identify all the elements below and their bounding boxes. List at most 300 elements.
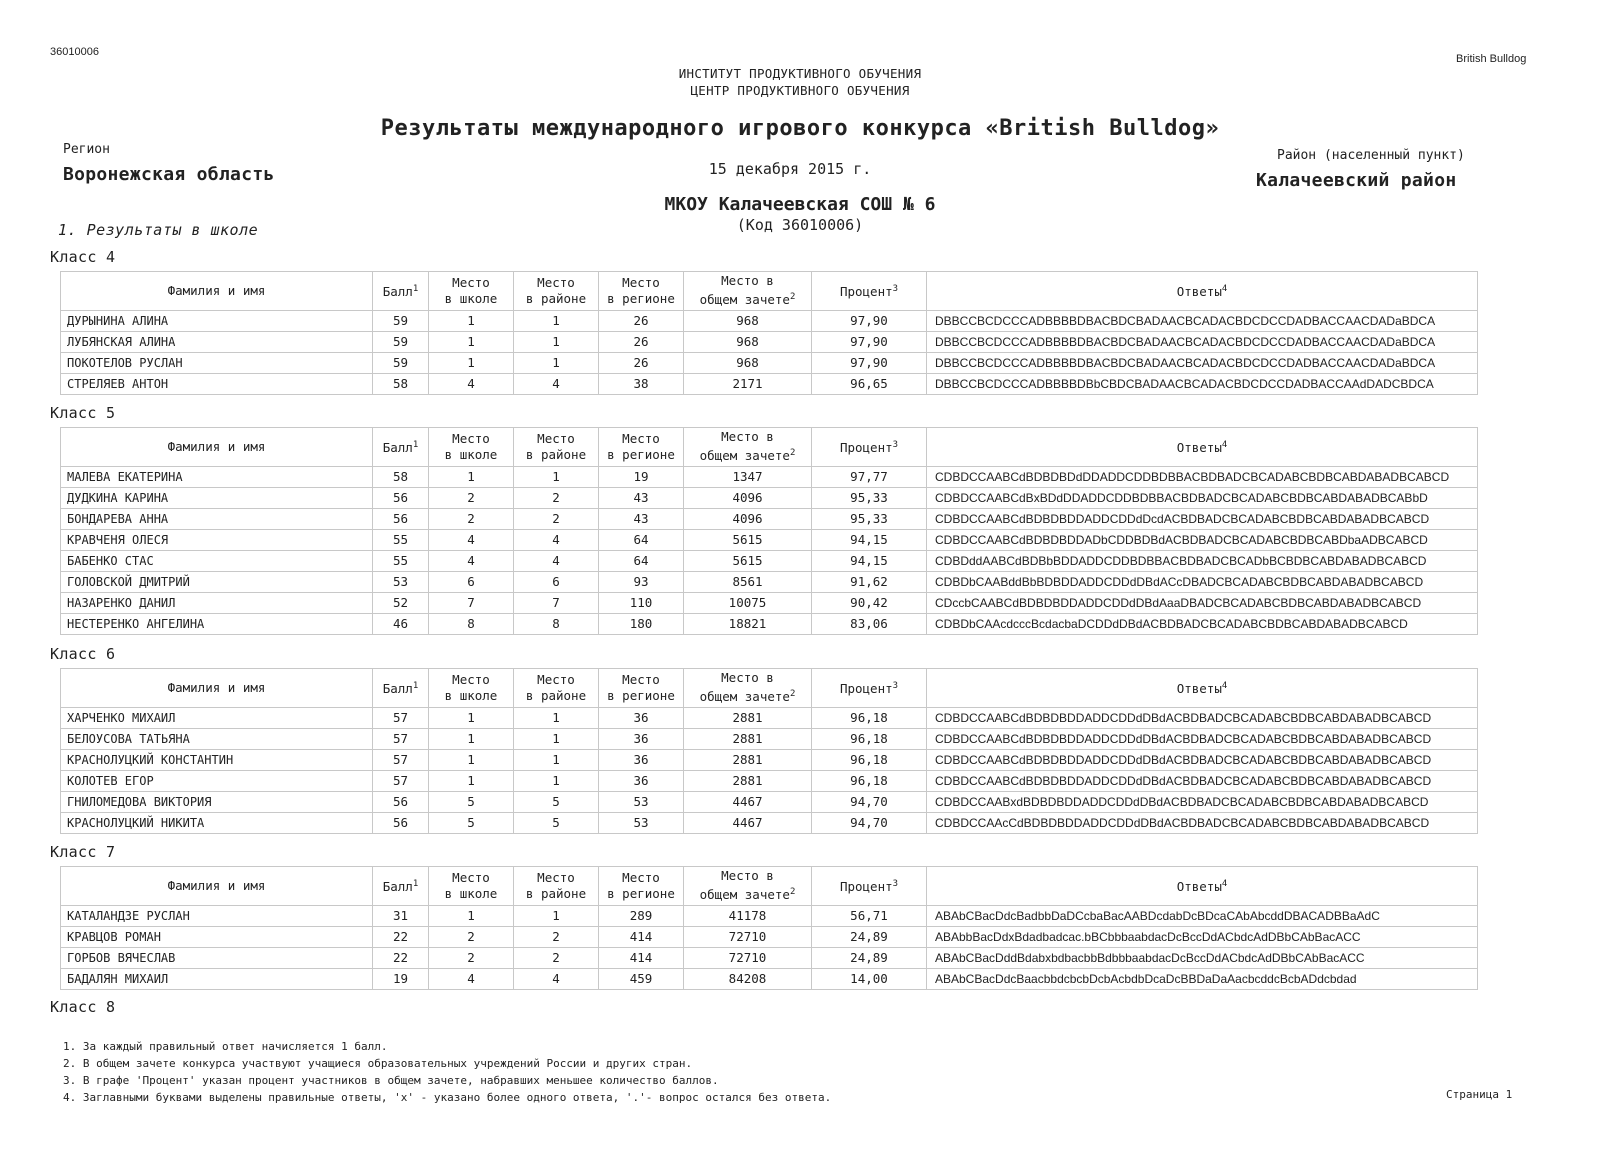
student-name: НЕСТЕРЕНКО АНГЕЛИНА xyxy=(61,614,373,635)
student-name: БАДАЛЯН МИХАИЛ xyxy=(61,969,373,990)
percent: 94,15 xyxy=(812,551,927,572)
place-district: 4 xyxy=(514,374,599,395)
table-row xyxy=(61,906,1478,927)
table-row xyxy=(61,614,1478,635)
place-total: 18821 xyxy=(684,614,812,635)
table-row xyxy=(61,467,1478,488)
answers: ABAbbBacDdxBdadbadcac.bBCbbbaabdacDcBccDdACbdcAdDBbCAbBacACC xyxy=(927,927,1478,948)
footnote-marker: 3 xyxy=(892,879,899,890)
place-total: 84208 xyxy=(684,969,812,990)
header-total-place-2: общем зачете xyxy=(699,887,790,903)
header-percent: Процент xyxy=(839,879,893,895)
header-cell xyxy=(684,272,812,311)
place-school: 8 xyxy=(429,614,514,635)
place-school: 4 xyxy=(429,969,514,990)
header-district-place-2: в районе xyxy=(525,447,587,462)
place-region: 64 xyxy=(599,551,684,572)
student-name: КРАВЦОВ РОМАН xyxy=(61,927,373,948)
percent: 14,00 xyxy=(812,969,927,990)
place-district: 1 xyxy=(514,906,599,927)
answers: ABAbCBacDddBdabxbdbacbbBdbbbaabdacDcBccDdACbdcAdDBbCAbBacACC xyxy=(927,948,1478,969)
table-row xyxy=(61,792,1478,813)
table-row xyxy=(61,593,1478,614)
answers: CDBDCCAABCdBDBDBDDADDCDDdDBdACBDBADCBCADABCBDBCABDABADBCABCD xyxy=(927,750,1478,771)
answers: CDBDCCAABCdBDBDBDDADDCDDdDBdACBDBADCBCADABCBDBCABDABADBCABCD xyxy=(927,729,1478,750)
place-school: 2 xyxy=(429,509,514,530)
header-name: Фамилия и имя xyxy=(167,439,266,454)
score: 52 xyxy=(373,593,429,614)
results-table xyxy=(60,866,1478,990)
region-label: Регион xyxy=(63,142,110,157)
place-region: 43 xyxy=(599,509,684,530)
place-total: 8561 xyxy=(684,572,812,593)
header-cell xyxy=(927,669,1478,708)
header-cell xyxy=(927,272,1478,311)
percent: 95,33 xyxy=(812,509,927,530)
student-name: КАТАЛАНДЗЕ РУСЛАН xyxy=(61,906,373,927)
answers: DBBCCBCDCCCADBBBBDBACBDCBADAACBCADACBDCDCCDADBACCAACDADaBDCA xyxy=(927,353,1478,374)
header-district-place-1: Место xyxy=(537,275,575,290)
place-school: 1 xyxy=(429,729,514,750)
place-district: 1 xyxy=(514,467,599,488)
place-district: 1 xyxy=(514,729,599,750)
place-region: 38 xyxy=(599,374,684,395)
score: 57 xyxy=(373,750,429,771)
score: 56 xyxy=(373,792,429,813)
place-region: 36 xyxy=(599,750,684,771)
table-header-row xyxy=(61,867,1478,906)
percent: 95,33 xyxy=(812,488,927,509)
percent: 96,65 xyxy=(812,374,927,395)
header-cell xyxy=(812,669,927,708)
header-total-place-1: Место в xyxy=(721,670,774,686)
place-region: 36 xyxy=(599,708,684,729)
place-region: 19 xyxy=(599,467,684,488)
class-label: Класс 5 xyxy=(50,404,116,422)
header-cell xyxy=(61,272,373,311)
percent: 90,42 xyxy=(812,593,927,614)
place-school: 1 xyxy=(429,332,514,353)
header-cell xyxy=(812,867,927,906)
place-total: 968 xyxy=(684,353,812,374)
answers: CDBDddAABCdBDBbBDDADDCDDBDBBACBDBADCBCADbBCBDBCABDABADBCABCD xyxy=(927,551,1478,572)
header-cell xyxy=(684,428,812,467)
header-percent: Процент xyxy=(839,681,893,697)
answers: DBBCCBCDCCCADBBBBDBbCBDCBADAACBCADACBDCDCCDADBACCAAdDADCBDCA xyxy=(927,374,1478,395)
student-name: БЕЛОУСОВА ТАТЬЯНА xyxy=(61,729,373,750)
institute-line-2: ЦЕНТР ПРОДУКТИВНОГО ОБУЧЕНИЯ xyxy=(690,83,910,98)
footnote-marker: 1 xyxy=(412,284,419,295)
header-total-place-1: Место в xyxy=(721,273,774,289)
header-cell xyxy=(429,272,514,311)
header-school-place-1: Место xyxy=(452,275,490,290)
place-total: 2881 xyxy=(684,729,812,750)
answers: CDBDCCAABCdBDBDBDDADDCDDdDcdACBDBADCBCADABCBDBCABDABADBCABCD xyxy=(927,509,1478,530)
footnote-marker: 1 xyxy=(412,681,419,692)
district-label: Район (населенный пункт) xyxy=(1277,148,1465,163)
class-label: Класс 4 xyxy=(50,248,116,266)
header-school-place-2: в школе xyxy=(444,688,498,703)
table-row xyxy=(61,332,1478,353)
header-cell xyxy=(599,272,684,311)
place-school: 5 xyxy=(429,792,514,813)
place-school: 4 xyxy=(429,374,514,395)
table-row xyxy=(61,927,1478,948)
table-row xyxy=(61,813,1478,834)
header-answers: Ответы xyxy=(1176,681,1222,697)
results-table xyxy=(60,668,1478,834)
school-code: (Код 36010006) xyxy=(736,216,864,234)
header-cell xyxy=(373,428,429,467)
header-total-place-1: Место в xyxy=(721,868,774,884)
report-date: 15 декабря 2015 г. xyxy=(708,160,872,178)
header-district-place-1: Место xyxy=(537,870,575,885)
class-label: Класс 7 xyxy=(50,843,116,861)
place-total: 41178 xyxy=(684,906,812,927)
place-total: 10075 xyxy=(684,593,812,614)
answers: CDBDCCAABCdBDBDBDdDDADDCDDBDBBACBDBADCBCADABCBDBCABDABADBCABCD xyxy=(927,467,1478,488)
student-name: СТРЕЛЯЕВ АНТОН xyxy=(61,374,373,395)
score: 19 xyxy=(373,969,429,990)
footnote-marker: 4 xyxy=(1221,879,1228,890)
header-region-place-2: в регионе xyxy=(607,688,675,703)
place-total: 5615 xyxy=(684,530,812,551)
place-school: 4 xyxy=(429,530,514,551)
school-name: МКОУ Калачеевская СОШ № 6 xyxy=(664,194,936,215)
score: 58 xyxy=(373,467,429,488)
place-school: 1 xyxy=(429,750,514,771)
place-total: 72710 xyxy=(684,927,812,948)
header-name: Фамилия и имя xyxy=(167,680,266,695)
answers: CDBDCCAABCdBxBDdDDADDCDDBDBBACBDBADCBCADABCBDBCABDABADBCABbD xyxy=(927,488,1478,509)
score: 56 xyxy=(373,488,429,509)
percent: 96,18 xyxy=(812,771,927,792)
table-row xyxy=(61,729,1478,750)
percent: 83,06 xyxy=(812,614,927,635)
table-row xyxy=(61,488,1478,509)
table-row xyxy=(61,551,1478,572)
place-district: 1 xyxy=(514,353,599,374)
header-score: Балл xyxy=(382,440,413,456)
header-score: Балл xyxy=(382,879,413,895)
header-school-place-2: в школе xyxy=(444,886,498,901)
header-district-place-2: в районе xyxy=(525,688,587,703)
results-table xyxy=(60,271,1478,395)
score: 55 xyxy=(373,551,429,572)
page-number: Страница 1 xyxy=(1446,1088,1513,1101)
header-cell xyxy=(812,428,927,467)
percent: 91,62 xyxy=(812,572,927,593)
footnote-marker: 3 xyxy=(892,440,899,451)
header-cell xyxy=(927,867,1478,906)
header-cell xyxy=(599,428,684,467)
score: 22 xyxy=(373,927,429,948)
student-name: ГОРБОВ ВЯЧЕСЛАВ xyxy=(61,948,373,969)
answers: CDccbCAABCdBDBDBDDADDCDDdDBdAaaDBADCBCADABCBDBCABDABADBCABCD xyxy=(927,593,1478,614)
answers: CDBDCCAAcCdBDBDBDDADDCDDdDBdACBDBADCBCADABCBDBCABDABADBCABCD xyxy=(927,813,1478,834)
place-school: 2 xyxy=(429,927,514,948)
student-name: ДУДКИНА КАРИНА xyxy=(61,488,373,509)
header-cell xyxy=(812,272,927,311)
place-total: 968 xyxy=(684,311,812,332)
place-district: 2 xyxy=(514,927,599,948)
page-title: Результаты международного игрового конкурса «British Bulldog» xyxy=(380,116,1220,141)
footnote-marker: 4 xyxy=(1221,284,1228,295)
footnote-marker: 2 xyxy=(789,689,796,700)
table-row xyxy=(61,948,1478,969)
place-total: 2881 xyxy=(684,750,812,771)
place-district: 1 xyxy=(514,708,599,729)
section-title: 1. Результаты в школе xyxy=(58,221,259,239)
score: 55 xyxy=(373,530,429,551)
header-school-place-1: Место xyxy=(452,672,490,687)
place-total: 1347 xyxy=(684,467,812,488)
table-row xyxy=(61,530,1478,551)
answers: CDBDbCAAcdcccBcdacbaDCDDdDBdACBDBADCBCADABCBDBCABDABADBCABCD xyxy=(927,614,1478,635)
table-header-row xyxy=(61,669,1478,708)
score: 59 xyxy=(373,353,429,374)
place-district: 7 xyxy=(514,593,599,614)
place-total: 968 xyxy=(684,332,812,353)
header-cell xyxy=(514,428,599,467)
answers: DBBCCBCDCCCADBBBBDBACBDCBADAACBCADACBDCDCCDADBACCAACDADaBDCA xyxy=(927,311,1478,332)
place-school: 5 xyxy=(429,813,514,834)
header-answers: Ответы xyxy=(1176,440,1222,456)
place-district: 2 xyxy=(514,948,599,969)
place-region: 414 xyxy=(599,927,684,948)
score: 53 xyxy=(373,572,429,593)
answers: DBBCCBCDCCCADBBBBDBACBDCBADAACBCADACBDCDCCDADBACCAACDADaBDCA xyxy=(927,332,1478,353)
place-region: 459 xyxy=(599,969,684,990)
place-region: 43 xyxy=(599,488,684,509)
header-region-place-2: в регионе xyxy=(607,291,675,306)
header-region-place-2: в регионе xyxy=(607,447,675,462)
header-cell xyxy=(684,669,812,708)
table-row xyxy=(61,708,1478,729)
place-region: 414 xyxy=(599,948,684,969)
place-school: 4 xyxy=(429,551,514,572)
header-answers: Ответы xyxy=(1176,879,1222,895)
percent: 97,90 xyxy=(812,332,927,353)
table-row xyxy=(61,969,1478,990)
header-cell xyxy=(429,669,514,708)
footnote-marker: 2 xyxy=(789,887,796,898)
place-total: 2171 xyxy=(684,374,812,395)
place-region: 26 xyxy=(599,311,684,332)
answers: CDBDCCAABCdBDBDBDDADDCDDdDBdACBDBADCBCADABCBDBCABDABADBCABCD xyxy=(927,708,1478,729)
header-school-place-1: Место xyxy=(452,431,490,446)
percent: 94,70 xyxy=(812,813,927,834)
table-row xyxy=(61,771,1478,792)
student-name: ГНИЛОМЕДОВА ВИКТОРИЯ xyxy=(61,792,373,813)
score: 22 xyxy=(373,948,429,969)
place-school: 7 xyxy=(429,593,514,614)
place-region: 26 xyxy=(599,353,684,374)
header-school-place-2: в школе xyxy=(444,291,498,306)
student-name: БАБЕНКО СТАС xyxy=(61,551,373,572)
place-district: 5 xyxy=(514,792,599,813)
student-name: КРАСНОЛУЦКИЙ НИКИТА xyxy=(61,813,373,834)
footnote-marker: 2 xyxy=(789,292,796,303)
footnote-3: 3. В графе 'Процент' указан процент участников в общем зачете, набравших меньшее количество баллов. xyxy=(63,1074,719,1087)
percent: 24,89 xyxy=(812,948,927,969)
score: 31 xyxy=(373,906,429,927)
table-row xyxy=(61,311,1478,332)
header-total-place-2: общем зачете xyxy=(699,292,790,308)
percent: 96,18 xyxy=(812,708,927,729)
place-district: 1 xyxy=(514,771,599,792)
score: 46 xyxy=(373,614,429,635)
answers: CDBDCCAABxdBDBDBDDADDCDDdDBdACBDBADCBCADABCBDBCABDABADBCABCD xyxy=(927,792,1478,813)
score: 59 xyxy=(373,311,429,332)
student-name: ЛУБЯНСКАЯ АЛИНА xyxy=(61,332,373,353)
place-region: 93 xyxy=(599,572,684,593)
header-cell xyxy=(373,669,429,708)
student-name: ХАРЧЕНКО МИХАИЛ xyxy=(61,708,373,729)
header-percent: Процент xyxy=(839,440,893,456)
percent: 94,15 xyxy=(812,530,927,551)
percent: 94,70 xyxy=(812,792,927,813)
place-total: 4467 xyxy=(684,792,812,813)
place-school: 1 xyxy=(429,708,514,729)
score: 58 xyxy=(373,374,429,395)
class-label: Класс 6 xyxy=(50,645,116,663)
footnote-marker: 3 xyxy=(892,284,899,295)
student-name: БОНДАРЕВА АННА xyxy=(61,509,373,530)
place-total: 4096 xyxy=(684,509,812,530)
place-total: 72710 xyxy=(684,948,812,969)
header-answers: Ответы xyxy=(1176,284,1222,300)
place-region: 26 xyxy=(599,332,684,353)
place-region: 289 xyxy=(599,906,684,927)
place-district: 8 xyxy=(514,614,599,635)
header-region-place-1: Место xyxy=(622,431,660,446)
footnote-marker: 2 xyxy=(789,448,796,459)
place-school: 6 xyxy=(429,572,514,593)
score: 59 xyxy=(373,332,429,353)
student-name: НАЗАРЕНКО ДАНИЛ xyxy=(61,593,373,614)
header-region-place-1: Место xyxy=(622,870,660,885)
header-region-place-1: Место xyxy=(622,672,660,687)
answers: CDBDbCAABddBbBDBDDADDCDDdDBdACcDBADCBCADABCBDBCABDABADBCABCD xyxy=(927,572,1478,593)
footnote-2: 2. В общем зачете конкурса участвуют учащиеся образовательных учреждений России и других стран. xyxy=(63,1057,693,1070)
header-region-place-1: Место xyxy=(622,275,660,290)
place-total: 4096 xyxy=(684,488,812,509)
place-school: 2 xyxy=(429,488,514,509)
student-name: ПОКОТЕЛОВ РУСЛАН xyxy=(61,353,373,374)
table-row xyxy=(61,353,1478,374)
place-district: 2 xyxy=(514,509,599,530)
score: 57 xyxy=(373,729,429,750)
header-cell xyxy=(429,867,514,906)
header-cell xyxy=(514,867,599,906)
percent: 97,90 xyxy=(812,353,927,374)
header-total-place-2: общем зачете xyxy=(699,448,790,464)
table-row xyxy=(61,374,1478,395)
header-cell xyxy=(599,867,684,906)
place-district: 6 xyxy=(514,572,599,593)
header-cell xyxy=(927,428,1478,467)
answers: ABAbCBacDdcBaacbbdcbcbDcbAcbdbDcaDcBBDaDaAacbcddcBcbADdcbdad xyxy=(927,969,1478,990)
header-district-place-2: в районе xyxy=(525,886,587,901)
header-cell xyxy=(373,272,429,311)
header-score: Балл xyxy=(382,284,413,300)
brand-label: British Bulldog xyxy=(1456,53,1527,65)
header-total-place-1: Место в xyxy=(721,429,774,445)
footnote-marker: 1 xyxy=(412,879,419,890)
footnote-1: 1. За каждый правильный ответ начисляется 1 балл. xyxy=(63,1040,388,1053)
answers: ABAbCBacDdcBadbbDaDCcbaBacAABDcdabDcBDcaCAbAbcddDBACADBBaAdC xyxy=(927,906,1478,927)
header-cell xyxy=(373,867,429,906)
place-region: 53 xyxy=(599,792,684,813)
footnote-marker: 4 xyxy=(1221,440,1228,451)
place-school: 1 xyxy=(429,906,514,927)
percent: 24,89 xyxy=(812,927,927,948)
footnote-marker: 1 xyxy=(412,440,419,451)
place-school: 2 xyxy=(429,948,514,969)
district-value: Калачеевский район xyxy=(1256,170,1457,191)
place-district: 4 xyxy=(514,551,599,572)
header-cell xyxy=(514,272,599,311)
table-row xyxy=(61,750,1478,771)
percent: 97,90 xyxy=(812,311,927,332)
table-header-row xyxy=(61,428,1478,467)
place-school: 1 xyxy=(429,771,514,792)
place-district: 1 xyxy=(514,332,599,353)
score: 56 xyxy=(373,509,429,530)
student-name: МАЛЕВА ЕКАТЕРИНА xyxy=(61,467,373,488)
header-cell xyxy=(61,669,373,708)
header-region-place-2: в регионе xyxy=(607,886,675,901)
header-cell xyxy=(429,428,514,467)
student-name: ДУРЫНИНА АЛИНА xyxy=(61,311,373,332)
header-cell xyxy=(684,867,812,906)
place-total: 2881 xyxy=(684,771,812,792)
footnote-marker: 3 xyxy=(892,681,899,692)
table-header-row xyxy=(61,272,1478,311)
doc-code: 36010006 xyxy=(50,46,99,58)
answers: CDBDCCAABCdBDBDBDDADDCDDdDBdACBDBADCBCADABCBDBCABDABADBCABCD xyxy=(927,771,1478,792)
place-region: 110 xyxy=(599,593,684,614)
percent: 56,71 xyxy=(812,906,927,927)
place-district: 2 xyxy=(514,488,599,509)
header-cell xyxy=(514,669,599,708)
place-region: 53 xyxy=(599,813,684,834)
student-name: КОЛОТЕВ ЕГОР xyxy=(61,771,373,792)
header-total-place-2: общем зачете xyxy=(699,689,790,705)
place-region: 64 xyxy=(599,530,684,551)
place-district: 1 xyxy=(514,750,599,771)
place-total: 5615 xyxy=(684,551,812,572)
results-table xyxy=(60,427,1478,635)
score: 57 xyxy=(373,771,429,792)
student-name: ГОЛОВСКОЙ ДМИТРИЙ xyxy=(61,572,373,593)
region-value: Воронежская область xyxy=(63,164,275,185)
place-total: 4467 xyxy=(684,813,812,834)
place-school: 1 xyxy=(429,353,514,374)
footnote-marker: 4 xyxy=(1221,681,1228,692)
header-school-place-1: Место xyxy=(452,870,490,885)
place-region: 36 xyxy=(599,729,684,750)
table-row xyxy=(61,572,1478,593)
score: 56 xyxy=(373,813,429,834)
place-district: 1 xyxy=(514,311,599,332)
class-label: Класс 8 xyxy=(50,998,116,1016)
table-row xyxy=(61,509,1478,530)
header-district-place-2: в районе xyxy=(525,291,587,306)
header-cell xyxy=(61,867,373,906)
header-cell xyxy=(61,428,373,467)
